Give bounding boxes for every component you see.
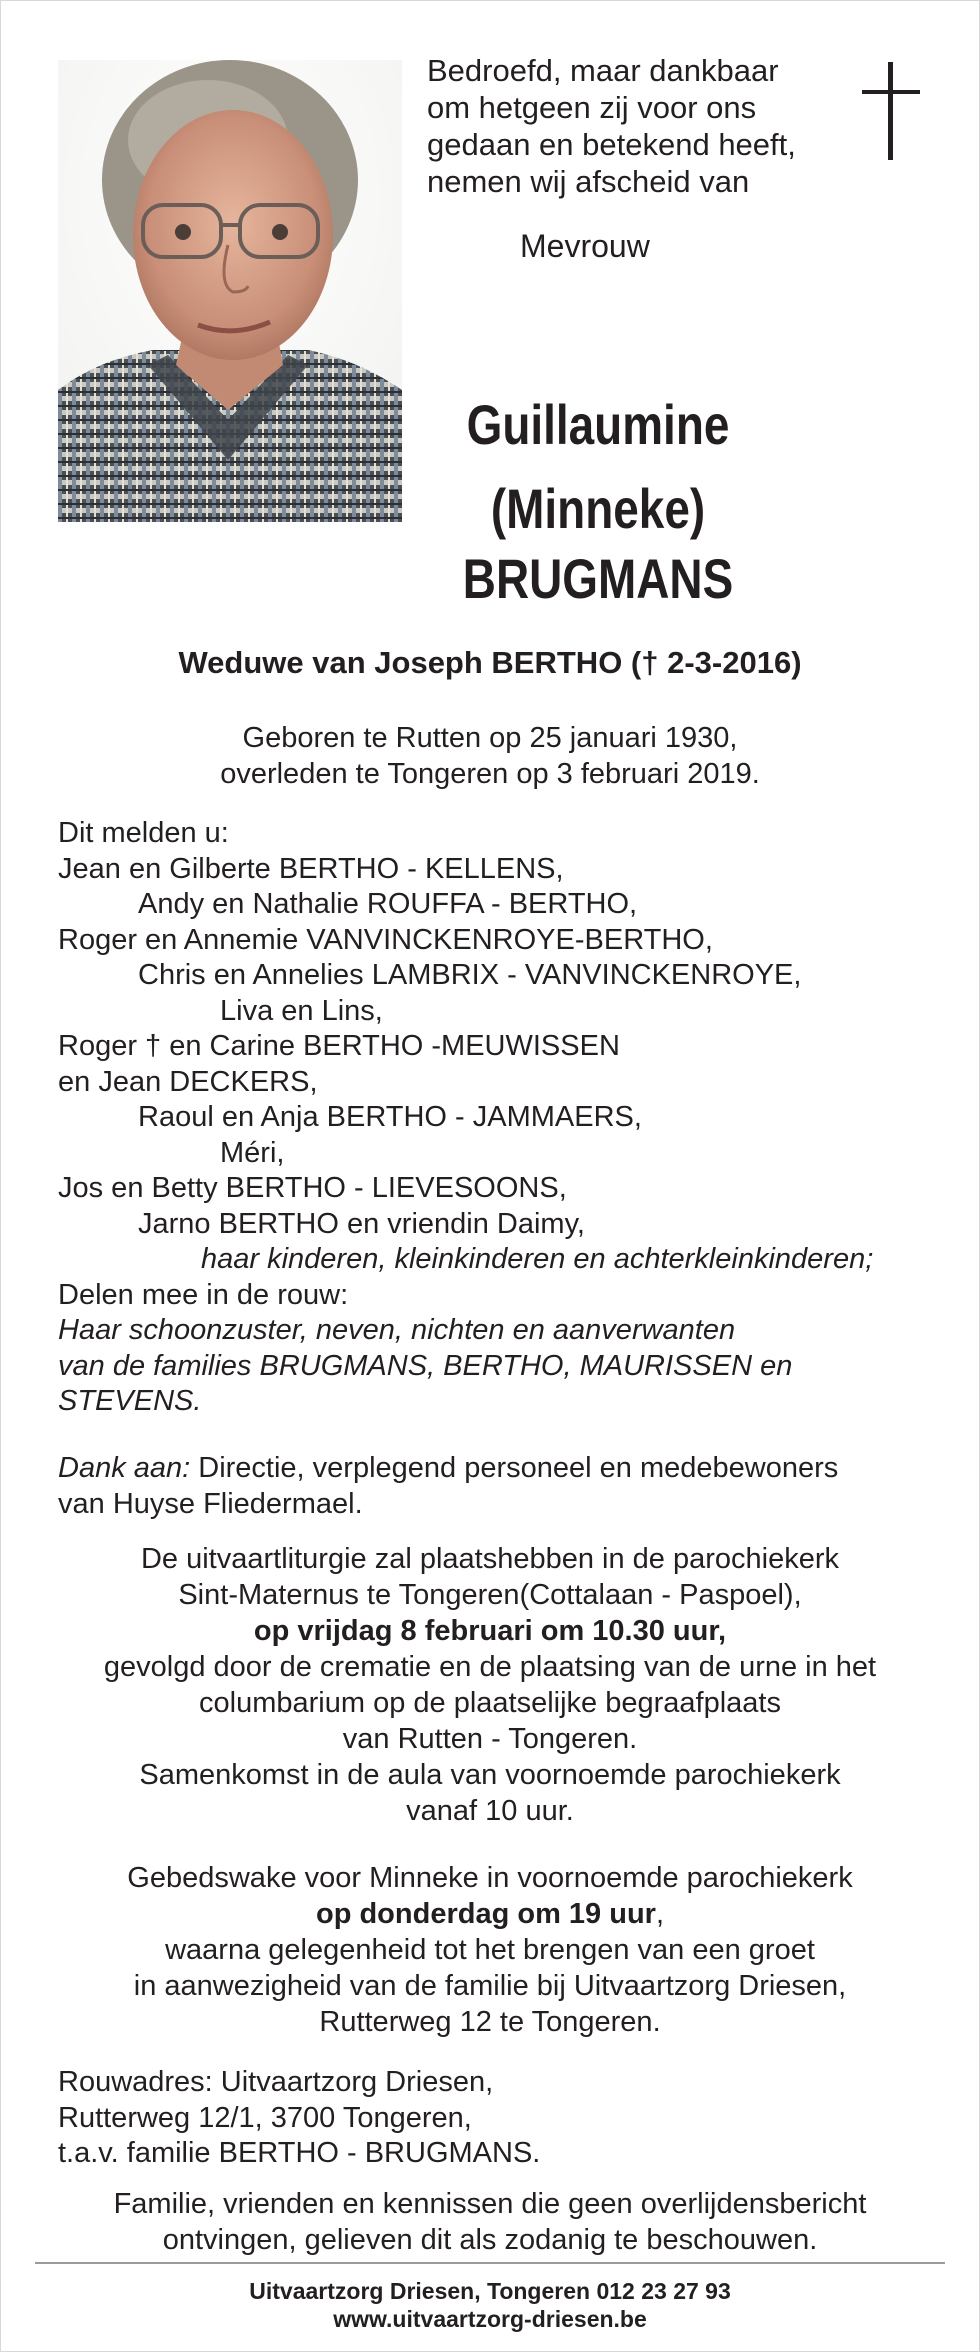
wake-line: Rutterweg 12 te Tongeren. <box>319 2006 661 2038</box>
intro-line: nemen wij afscheid van <box>427 164 750 199</box>
announcers-block <box>58 816 873 1420</box>
footer-website[interactable]: www.uitvaartzorg-driesen.be <box>333 2306 647 2332</box>
intro-text <box>427 52 847 200</box>
thanks-line: van Huyse Fliedermael. <box>58 1487 363 1520</box>
latin-cross-icon <box>862 62 922 162</box>
announcer-line: Méri, <box>220 1136 285 1169</box>
intro-line: om hetgeen zij voor ons <box>427 90 757 125</box>
share-line: Haar schoonzuster, neven, nichten en aanverwanten <box>58 1314 736 1346</box>
salutation: Mevrouw <box>520 228 650 264</box>
wake-line: Gebedswake voor Minneke in voornoemde parochiekerk <box>127 1862 853 1894</box>
address-line: Rouwadres: Uitvaartzorg Driesen, <box>58 2066 494 2098</box>
announcer-line: Jean en Gilberte BERTHO - KELLENS, <box>58 852 564 885</box>
address-block <box>58 2065 540 2172</box>
wake-line: waarna gelegenheid tot het brengen van een groet <box>165 1934 815 1966</box>
closing-line: ontvingen, gelieven dit als zodanig te beschouwen. <box>162 2224 818 2256</box>
announcer-line: Jarno BERTHO en vriendin Daimy, <box>138 1207 585 1240</box>
portrait-photo <box>58 60 402 522</box>
announcer-line: Andy en Nathalie ROUFFA - BERTHO, <box>138 888 638 920</box>
funeral-block <box>0 1541 980 1829</box>
announcer-line: Roger † en Carine BERTHO -MEUWISSEN <box>58 1030 620 1062</box>
nickname: (Minneke) <box>490 477 706 540</box>
announcer-line: Liva en Lins, <box>220 994 383 1027</box>
address-line: Rutterweg 12/1, 3700 Tongeren, <box>58 2101 472 2134</box>
funeral-line: Samenkomst in de aula van voornoemde parochiekerk <box>139 1759 841 1791</box>
birth-death-block <box>0 720 980 792</box>
address-line: t.a.v. familie BERTHO - BRUGMANS. <box>58 2137 541 2169</box>
announcers-heading: Dit melden u: <box>58 817 229 849</box>
closing-line: Familie, vrienden en kennissen die geen overlijdensbericht <box>113 2188 867 2220</box>
announcer-line: Chris en Annelies LAMBRIX - VANVINCKENROYE, <box>138 959 802 991</box>
share-heading: Delen mee in de rouw: <box>58 1278 349 1311</box>
funeral-line: van Rutten - Tongeren. <box>342 1723 638 1755</box>
footer-divider <box>35 2262 945 2264</box>
widow-line: Weduwe van Joseph BERTHO († 2-3-2016) <box>178 645 802 680</box>
funeral-date: op vrijdag 8 februari om 10.30 uur, <box>253 1615 727 1647</box>
funeral-line: columbarium op de plaatselijke begraafplaats <box>199 1687 781 1719</box>
intro-line: gedaan en betekend heeft, <box>427 127 796 162</box>
wake-line: in aanwezigheid van de familie bij Uitvaartzorg Driesen, <box>133 1970 847 2002</box>
thanks-block <box>58 1451 838 1522</box>
funeral-line: vanaf 10 uur. <box>406 1795 574 1827</box>
death-line: overleden te Tongeren op 3 februari 2019. <box>220 758 760 790</box>
wake-block <box>0 1860 980 2040</box>
announcer-line: Roger en Annemie VANVINCKENROYE-BERTHO, <box>58 923 713 956</box>
funeral-line: De uitvaartliturgie zal plaatshebben in de parochiekerk <box>140 1543 840 1575</box>
thanks-text: Directie, verplegend personeel en medebewoners <box>190 1452 839 1484</box>
share-line: STEVENS. <box>58 1385 202 1417</box>
relations-summary: haar kinderen, kleinkinderen en achterkleinkinderen; <box>201 1243 874 1275</box>
announcer-line: Raoul en Anja BERTHO - JAMMAERS, <box>138 1101 642 1133</box>
footer-contact: Uitvaartzorg Driesen, Tongeren 012 23 27 93 <box>249 2278 731 2304</box>
wake-date-suffix: , <box>655 1898 665 1930</box>
announcer-line: Jos en Betty BERTHO - LIEVESOONS, <box>58 1172 567 1204</box>
funeral-line: Sint-Maternus te Tongeren(Cottalaan - Paspoel), <box>178 1579 802 1611</box>
thanks-label: Dank aan: <box>58 1452 191 1484</box>
first-name: Guillaumine <box>466 393 730 456</box>
birth-line: Geboren te Rutten op 25 januari 1930, <box>242 722 738 754</box>
wake-date: op donderdag om 19 uur <box>315 1898 656 1930</box>
funeral-line: gevolgd door de crematie en de plaatsing van de urne in het <box>103 1651 877 1683</box>
announcer-line: en Jean DECKERS, <box>58 1065 318 1098</box>
share-line: van de families BRUGMANS, BERTHO, MAURISSEN en <box>58 1349 793 1382</box>
intro-line: Bedroefd, maar dankbaar <box>427 53 779 88</box>
closing-block <box>0 2186 980 2258</box>
last-name: BRUGMANS <box>462 547 734 610</box>
